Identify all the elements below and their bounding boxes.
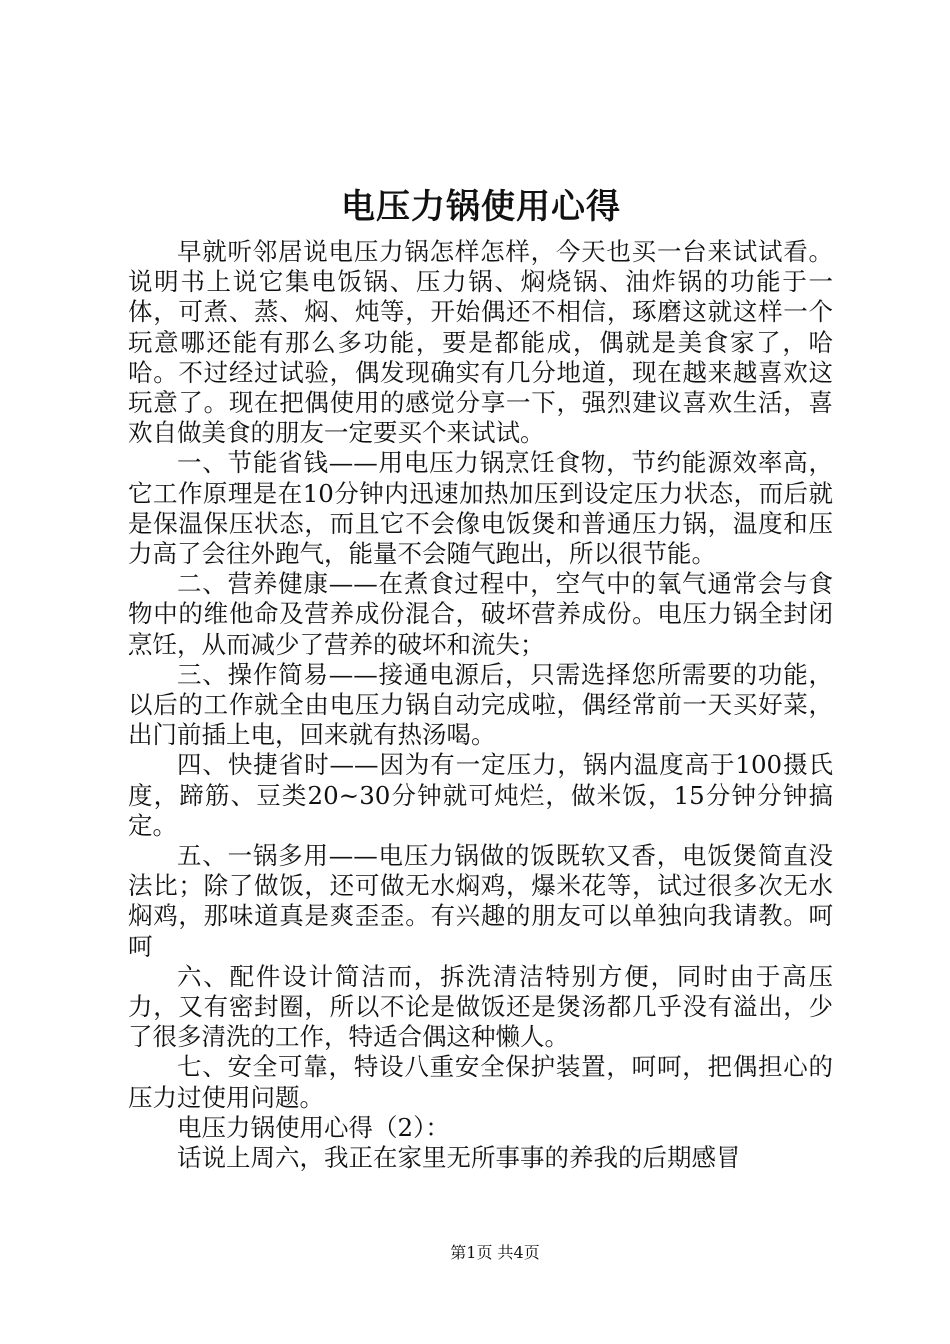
document-title: 电压力锅使用心得	[341, 187, 621, 227]
page-footer: 第1页 共4页	[450, 1243, 540, 1262]
paragraph-point-2: 二、营养健康——在煮食过程中，空气中的氧气通常会与食物中的维他命及营养成份混合，破坏营养成份。电压力锅全封闭烹饪，从而减少了营养的破坏和流失；	[128, 569, 833, 659]
paragraph-point-7: 七、安全可靠，特设八重安全保护装置，呵呵，把偶担心的压力过使用问题。	[128, 1052, 833, 1112]
paragraph-point-3: 三、操作简易——接通电源后，只需选择您所需要的功能，以后的工作就全由电压力锅自动完成啦，偶经常前一天买好菜，出门前插上电，回来就有热汤喝。	[128, 659, 833, 750]
paragraph-point-6: 六、配件设计简洁而，拆洗清洁特别方便，同时由于高压力，又有密封圈，所以不论是做饭还是煲汤都几乎没有溢出，少了很多清洗的工作，特适合偶这种懒人。	[128, 961, 833, 1052]
paragraph-section-2-start: 话说上周六，我正在家里无所事事的养我的后期感冒	[177, 1143, 741, 1173]
paragraph-point-1: 一、节能省钱——用电压力锅烹饪食物，节约能源效率高，它工作原理是在10分钟内迅速加热加压到设定压力状态，而后就是保温保压状态，而且它不会像电饭煲和普通压力锅，温度和压力高了会往外跑气，能量不会随气跑出，所以很节能。	[128, 448, 833, 569]
paragraph-point-4: 四、快捷省时——因为有一定压力，锅内温度高于100摄氏度，蹄筋、豆类20~30分钟就可炖烂，做米饭，15分钟分钟搞定。	[128, 750, 833, 840]
section-heading-2: 电压力锅使用心得（2）：	[177, 1112, 450, 1142]
paragraph-intro: 早就听邻居说电压力锅怎样怎样，今天也买一台来试试看。说明书上说它集电饭锅、压力锅、焖烧锅、油炸锅的功能于一体，可煮、蒸、焖、炖等，开始偶还不相信，琢磨这就这样一个玩意哪还能有那么多功能，要是都能成，偶就是美食家了，哈哈。不过经过试验，偶发现确实有几分地道，现在越来越喜欢这玩意了。现在把偶使用的感觉分享一下，强烈建议喜欢生活，喜欢自做美食的朋友一定要买个来试试。	[128, 237, 833, 448]
document-body	[128, 237, 833, 1173]
paragraph-point-5: 五、一锅多用——电压力锅做的饭既软又香，电饭煲简直没法比；除了做饭，还可做无水焖鸡，爆米花等，试过很多次无水焖鸡，那味道真是爽歪歪。有兴趣的朋友可以单独向我请教。呵呵	[128, 841, 833, 961]
